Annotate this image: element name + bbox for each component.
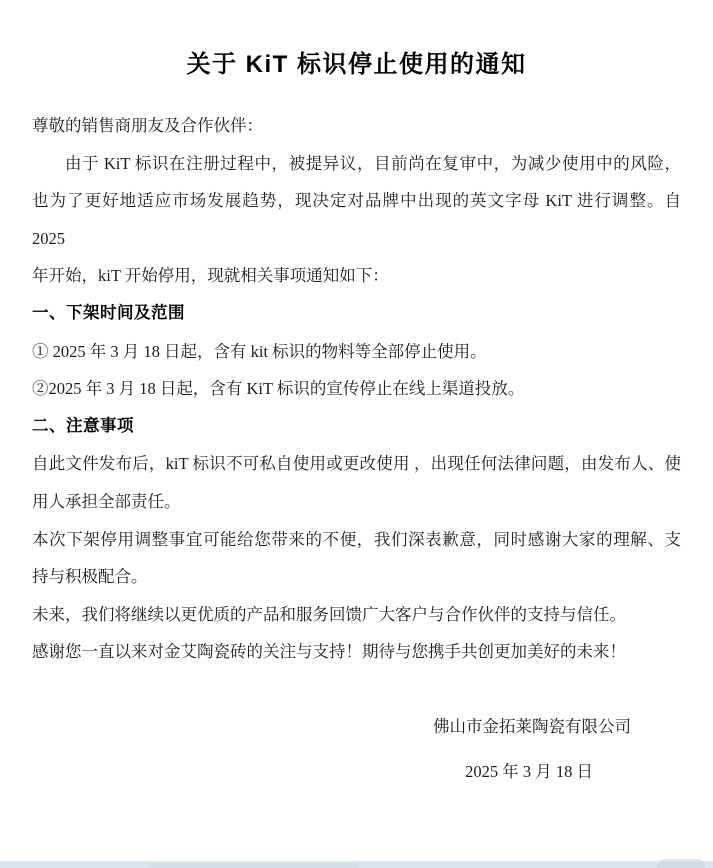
greeting-line: 尊敬的销售商朋友及合作伙伴： — [32, 116, 263, 135]
section2-heading: 二、注意事项 — [32, 416, 134, 435]
section1-item2: ②2025 年 3 月 18 日起，含有 KiT 标识的宣传停止在线上渠道投放。 — [32, 379, 525, 399]
section2-paragraph4: 感谢您一直以来对金艾陶瓷砖的关注与支持！期待与您携手共创更加美好的未来！ — [32, 642, 626, 662]
document-title: 关于 KiT 标识停止使用的通知 — [186, 51, 527, 78]
bottom-right-smudge — [657, 859, 705, 868]
signature-company: 佛山市金拓莱陶瓷有限公司 — [433, 716, 631, 736]
section2-paragraph1-line2: 用人承担全部责任。 — [32, 491, 181, 511]
paragraph1-line1: 由于 KiT 标识在注册过程中，被提异议，目前尚在复审中，为减少使用中的风险， — [65, 153, 681, 173]
section2-paragraph3: 未来，我们将继续以更优质的产品和服务回馈广大客户与合作伙伴的支持与信任。 — [32, 604, 626, 624]
paragraph1-line2: 也为了更好地适应市场发展趋势，现决定对品牌中出现的英文字母 KiT 进行调整。自 2025 — [32, 191, 681, 248]
document-body — [32, 107, 681, 790]
paragraph1-line3: 年开始，kiT 开始停用，现就相关事项通知如下： — [32, 266, 389, 286]
bottom-bar-segment — [148, 863, 358, 868]
section2-paragraph1-line1: 自此文件发布后，kiT 标识不可私自使用或更改使用 ，出现任何法律问题，由发布人、使 — [32, 454, 681, 474]
section2-paragraph2-line1: 本次下架停用调整事宜可能给您带来的不便，我们深表歉意，同时感谢大家的理解、支 — [32, 529, 681, 549]
signature-date: 2025 年 3 月 18 日 — [465, 761, 593, 781]
bottom-chrome-bar — [0, 861, 713, 868]
notice-document — [0, 44, 713, 790]
section1-heading: 一、下架时间及范围 — [32, 303, 185, 322]
section1-item1: ① 2025 年 3 月 18 日起，含有 kit 标识的物料等全部停止使用。 — [32, 341, 487, 361]
section2-paragraph2-line2: 持与积极配合。 — [32, 567, 148, 587]
